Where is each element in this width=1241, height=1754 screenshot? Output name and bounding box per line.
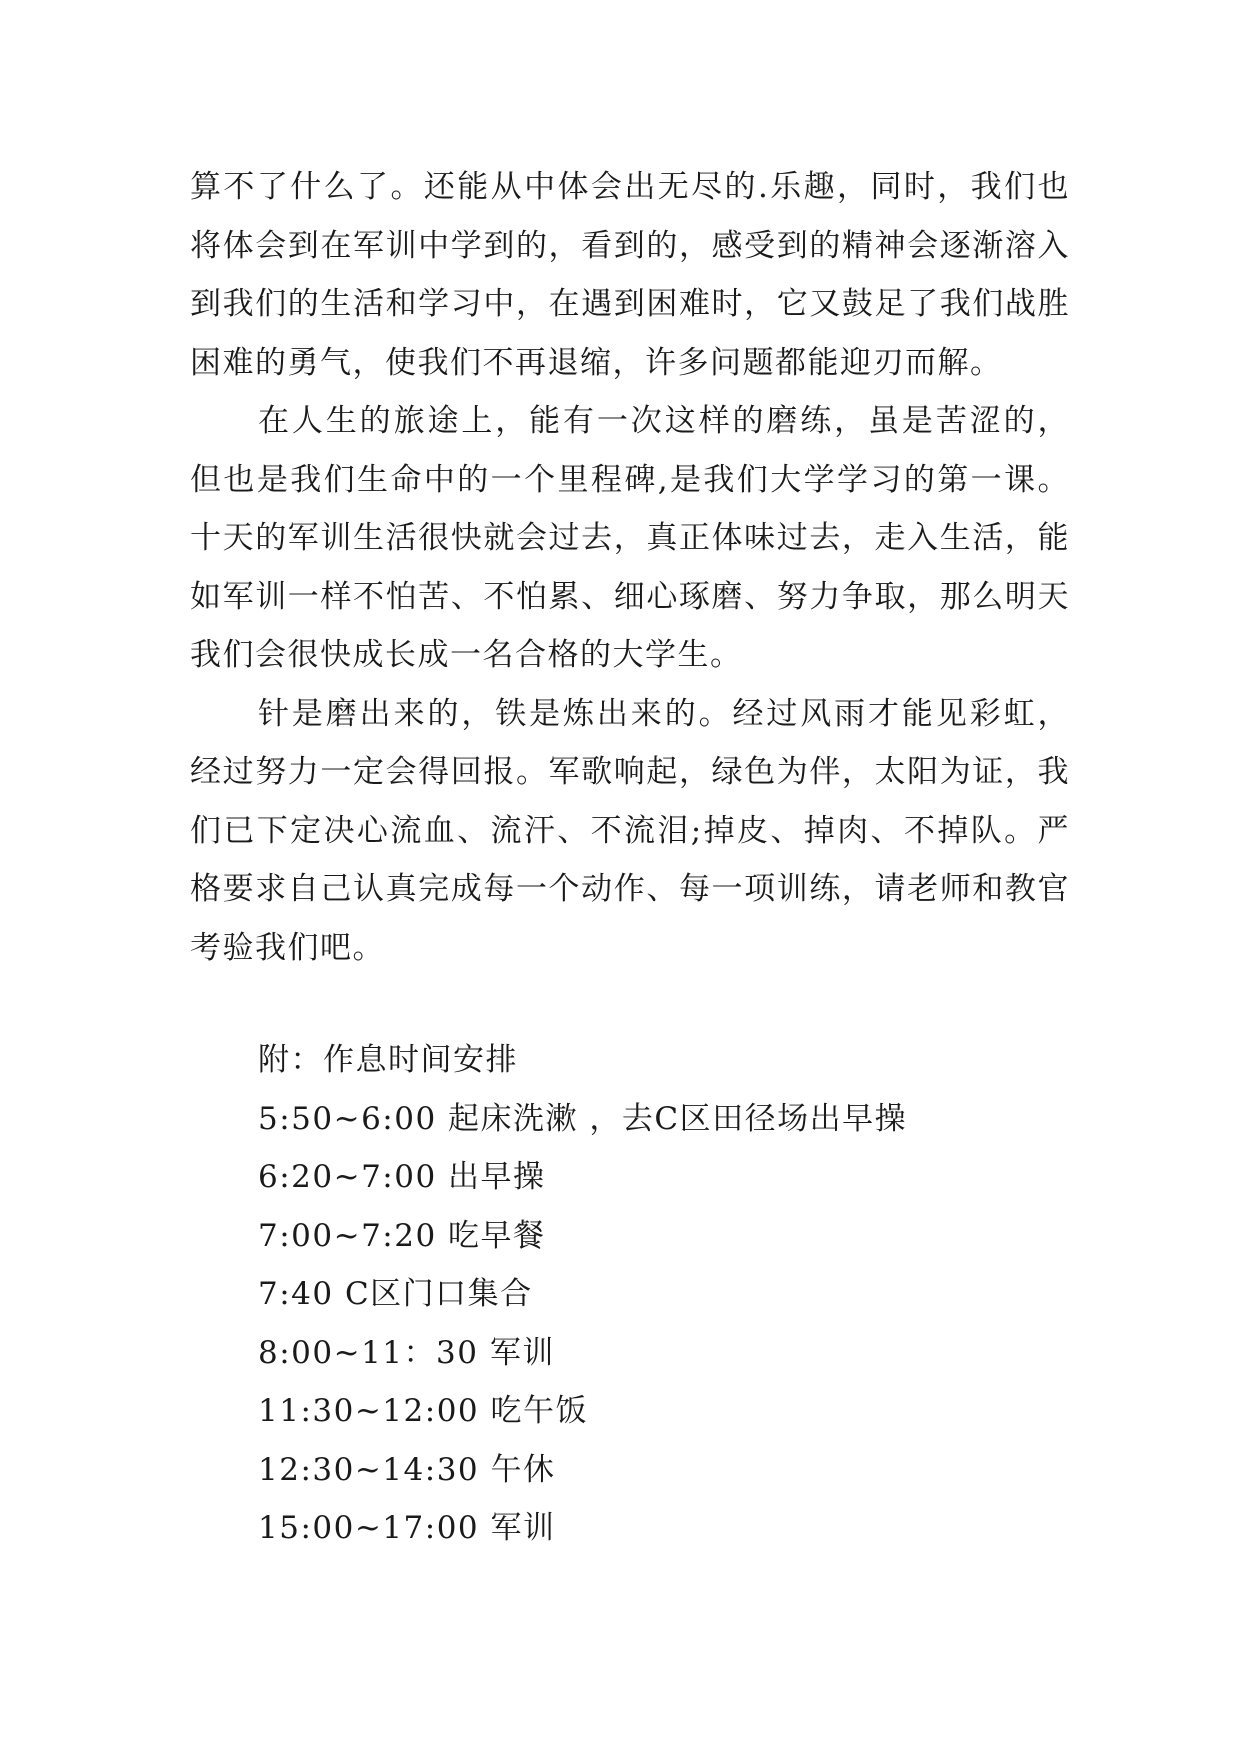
paragraph-1: 算不了什么了。还能从中体会出无尽的.乐趣，同时，我们也将体会到在军训中学到的，看到的，感受到的精神会逐渐溶入到我们的生活和学习中，在遇到困难时，它又鼓足了我们战胜困难的勇气，使我们不再退缩，许多问题都能迎刃而解。	[190, 169, 1070, 381]
schedule-item: 6:20~7:00 出早操	[258, 1159, 546, 1195]
schedule-section	[258, 1031, 907, 1558]
schedule-item: 7:40 C区门口集合	[258, 1276, 533, 1312]
schedule-item: 8:00~11：30 军训	[258, 1334, 555, 1371]
schedule-item: 11:30~12:00 吃午饭	[258, 1393, 589, 1429]
paragraph-3: 针是磨出来的，铁是炼出来的。经过风雨才能见彩虹，经过努力一定会得回报。军歌响起，绿色为伴，太阳为证，我们已下定决心流血、流汗、不流泪;掉皮、掉肉、不掉队。严格要求自己认真完成每一个动作、每一项训练，请老师和教官考验我们吧。	[190, 695, 1070, 966]
paragraph-2: 在人生的旅途上，能有一次这样的磨练，虽是苦涩的，但也是我们生命中的一个里程碑,是我们大学学习的第一课。十天的军训生活很快就会过去，真正体味过去，走入生活，能如军训一样不怕苦、不怕累、细心琢磨、努力争取，那么明天我们会很快成长成一名合格的大学生。	[190, 403, 1070, 673]
schedule-item: 7:00~7:20 吃早餐	[258, 1217, 546, 1254]
schedule-item: 15:00~17:00 军训	[258, 1510, 556, 1546]
body-text	[190, 158, 1070, 977]
schedule-item: 5:50~6:00 起床洗漱 ，去C区田径场出早操	[258, 1100, 908, 1137]
schedule-item: 12:30~14:30 午休	[258, 1451, 556, 1488]
schedule-heading: 附：作息时间安排	[258, 1042, 518, 1078]
